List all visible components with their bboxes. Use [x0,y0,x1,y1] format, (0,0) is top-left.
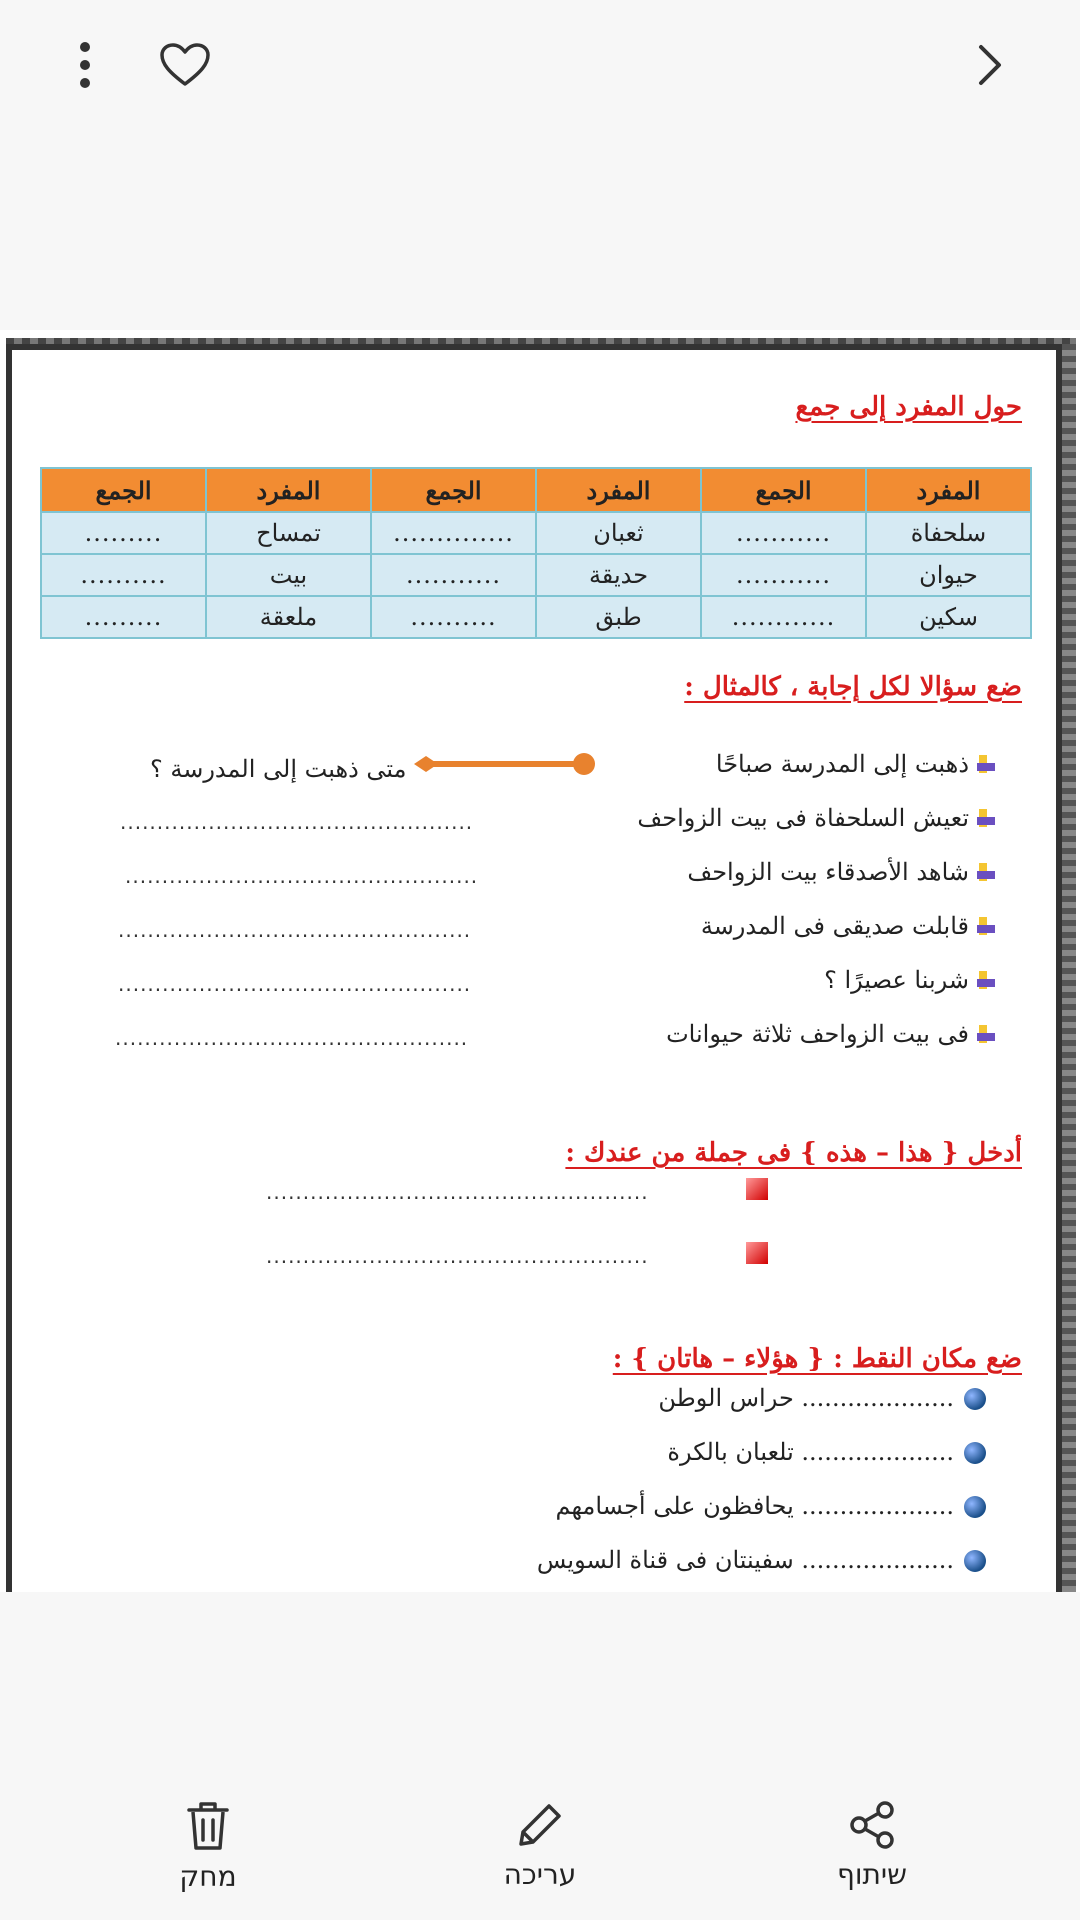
share-button[interactable] [782,1800,962,1891]
more-options-button[interactable] [60,40,110,90]
question-text: فى بيت الزواحف ثلاثة حيوانات [666,1020,969,1048]
question-item [716,750,995,778]
table-cell: سلحفاة [866,512,1031,554]
table-cell: ........... [701,512,866,554]
sentence-line: .................................................... [266,1244,649,1268]
fill-item [555,1492,954,1520]
table-cell: ........... [701,554,866,596]
table-row [41,512,1031,554]
trash-icon [185,1800,231,1852]
pencil-icon [515,1800,565,1850]
table-header: الجمع [701,468,866,512]
singular-plural-table [40,467,1032,639]
more-vert-icon [78,41,92,89]
fill-blank: .................... [801,1546,954,1574]
bullet-icon [977,755,995,773]
bottom-action-bar [0,1780,1080,1920]
bullet-icon [977,809,995,827]
table-cell: حيوان [866,554,1031,596]
table-cell: .......... [41,554,206,596]
table-cell: ........... [371,554,536,596]
fill-text: يحافظون على أجسامهم [555,1492,794,1520]
example-answer: متى ذهبت إلى المدرسة ؟ [150,755,407,783]
fill-item [667,1438,954,1466]
table-header: الجمع [41,468,206,512]
table-header: المفرد [866,468,1031,512]
section1-heading: حول المفرد إلى جمع [795,392,1022,422]
fill-blank: .................... [801,1492,954,1520]
question-item [637,804,995,832]
share-label: שיתוף [836,1858,908,1891]
section3-heading: أدخل { هذا – هذه } فى جملة من عندك : [565,1138,1022,1168]
blue-bullet-icon [964,1496,986,1518]
fill-blank: .................... [801,1384,954,1412]
fill-item [537,1546,954,1574]
table-row [41,554,1031,596]
table-cell: سكين [866,596,1031,638]
back-button[interactable] [960,35,1020,95]
section2-heading: ضع سؤالا لكل إجابة ، كالمثال : [684,672,1022,702]
question-item [701,912,995,940]
blue-bullet-icon [964,1442,986,1464]
table-header-row [41,468,1031,512]
table-cell: .......... [371,596,536,638]
question-item [824,966,995,994]
answer-line: ................................................ [125,864,479,888]
fill-text: سفينتان فى قناة السويس [536,1546,794,1574]
delete-button[interactable] [118,1800,298,1893]
table-cell: تمساح [206,512,371,554]
table-cell: طبق [536,596,701,638]
top-app-bar [0,0,1080,130]
fill-blank: .................... [801,1438,954,1466]
blue-bullet-icon [964,1550,986,1572]
fill-text: حراس الوطن [658,1384,794,1412]
share-icon [847,1800,897,1850]
answer-line: ................................................ [120,810,474,834]
question-text: تعيش السلحفاة فى بيت الزواحف [637,804,969,832]
edit-label: עריכה [503,1858,577,1891]
table-cell: حديقة [536,554,701,596]
question-text: قابلت صديقى فى المدرسة [700,912,969,940]
red-square-icon [746,1242,768,1264]
table-cell: ............ [701,596,866,638]
question-text: ذهبت إلى المدرسة صباحًا [715,750,969,778]
favorite-button[interactable] [155,35,215,95]
answer-line: ................................................ [118,918,472,942]
delete-label: מחק [179,1860,237,1893]
question-item [687,858,995,886]
blue-bullet-icon [964,1388,986,1410]
bullet-icon [977,1025,995,1043]
edit-button[interactable] [450,1800,630,1891]
question-item [666,1020,995,1048]
table-cell: ملعقة [206,596,371,638]
bullet-icon [977,863,995,881]
question-text: شربنا عصيرًا ؟ [824,966,969,994]
answer-line: ................................................ [115,1026,469,1050]
fill-item [658,1384,954,1412]
bullet-icon [977,917,995,935]
example-arrow-icon [412,752,598,776]
bullet-icon [977,971,995,989]
frame-border-right [1062,344,1076,1592]
table-cell: .............. [371,512,536,554]
table-cell: ......... [41,512,206,554]
table-cell: ......... [41,596,206,638]
question-text: شاهد الأصدقاء بيت الزواحف [687,858,969,886]
fill-text: تلعبان بالكرة [667,1438,794,1466]
section4-heading: ضع مكان النقط : { هؤلاء – هاتان } : [612,1344,1022,1374]
table-cell: بيت [206,554,371,596]
sentence-line: .................................................... [266,1180,649,1204]
red-square-icon [746,1178,768,1200]
table-header: الجمع [371,468,536,512]
table-header: المفرد [206,468,371,512]
worksheet-image [0,330,1080,1592]
chevron-right-icon [975,43,1005,87]
table-header: المفرد [536,468,701,512]
answer-line: ................................................ [118,972,472,996]
heart-outline-icon [159,42,211,88]
table-cell: ثعبان [536,512,701,554]
table-row [41,596,1031,638]
